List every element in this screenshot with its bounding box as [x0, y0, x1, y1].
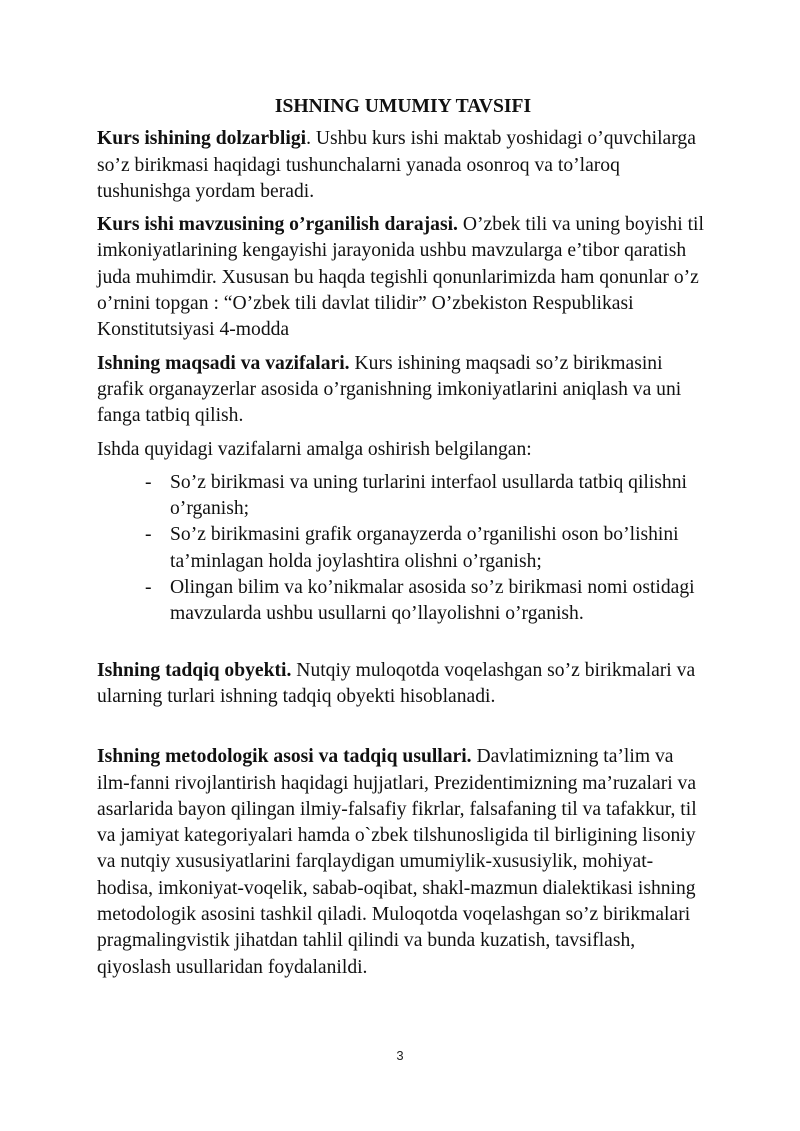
- heading-study-level: Kurs ishi mavzusining o’rganilish darajasi.: [97, 214, 458, 236]
- text-study-level: O’zbek tili va uning boyishi til imkoniyatlarining kengayishi jarayonida ushbu mavzularga e’tibor qaratish juda muhimdir. Xususan bu haqda tegishli qonunlarimizda ham qonunlar o’z o’rnini topgan : “O’zbek tili davlat tilidir” O’zbekiston Respublikasi Konstitutsiyasi 4-modda: [97, 214, 704, 341]
- paragraph-research-object: [97, 658, 709, 711]
- task-text: So’z birikmasi va uning turlarini interfaol usullarda tatbiq qilishni o’rganish;: [170, 471, 687, 520]
- list-item: [97, 522, 709, 575]
- bullet-dash: -: [145, 577, 152, 599]
- paragraph-relevance: [97, 126, 709, 205]
- list-item: [97, 470, 709, 523]
- tasks-intro: Ishda quyidagi vazifalarni amalga oshirish belgilangan:: [97, 438, 532, 460]
- text-goals: Kurs ishining maqsadi so’z birikmasini grafik organayzerlar asosida o’rganishning imkoniyatlarini aniqlash va uni fanga tatbiq qilish.: [97, 352, 682, 427]
- heading-methodology: Ishning metodologik asosi va tadqiq usullari.: [97, 746, 472, 768]
- heading-research-object: Ishning tadqiq obyekti.: [97, 659, 292, 681]
- paragraph-study-level: [97, 212, 709, 343]
- text-methodology: Davlatimizning ta’lim va ilm-fanni rivojlantirish haqidagi hujjatlari, Prezidentimizning ma’ruzalari va asarlarida bayon qilingan ilmiy-falsafiy fikrlar, falsafaning til va tafakkur, til va jamiyat kategoriyalari hamda o`zbek tilshunosligida til birligining lisoniy va nutqiy xususiyatlarini farqlaydigan umumiylik-xususiylik, mohiyat-hodisa, imkoniyat-voqelik, sabab-oqibat, shakl-mazmun dialektikasi ishning metodologik asosini tashkil qiladi. Muloqotda voqelashgan so’z birikmalari pragmalingvistik jihatdan tahlil qilindi va bunda kuzatish, tavsiflash, qiyoslash usullaridan foydalanildi.: [97, 746, 697, 978]
- paragraph-goals: [97, 351, 709, 430]
- task-text: Olingan bilim va ko’nikmalar asosida so’z birikmasi nomi ostidagi mavzularda ushbu usullarni qo’llayolishni o’rganish.: [170, 577, 695, 625]
- document-page: [97, 94, 709, 988]
- text-relevance: . Ushbu kurs ishi maktab yoshidagi o’quvchilarga so’z birikmasi haqidagi tushunchalarni yanada osonroq va to’laroq tushunishga yordam beradi.: [97, 128, 696, 202]
- paragraph-methodology: [97, 744, 709, 981]
- bullet-dash: -: [145, 524, 152, 546]
- heading-relevance: Kurs ishining dolzarbligi: [97, 128, 307, 150]
- task-text: So’z birikmasini grafik organayzerda o’rganilishi oson bo’lishini ta’minlagan holda joylashtira olishni o’rganish;: [170, 524, 679, 572]
- list-item: [97, 575, 709, 628]
- page-number: 3: [396, 1048, 404, 1063]
- heading-goals: Ishning maqsadi va vazifalari.: [97, 352, 350, 374]
- document-title: ISHNING UMUMIY TAVSIFI: [274, 96, 532, 117]
- bullet-dash: -: [145, 471, 152, 493]
- text-research-object: Nutqiy muloqotda voqelashgan so’z birikmalari va ularning turlari ishning tadqiq obyekti hisoblanadi.: [97, 659, 696, 707]
- task-list: [97, 470, 709, 628]
